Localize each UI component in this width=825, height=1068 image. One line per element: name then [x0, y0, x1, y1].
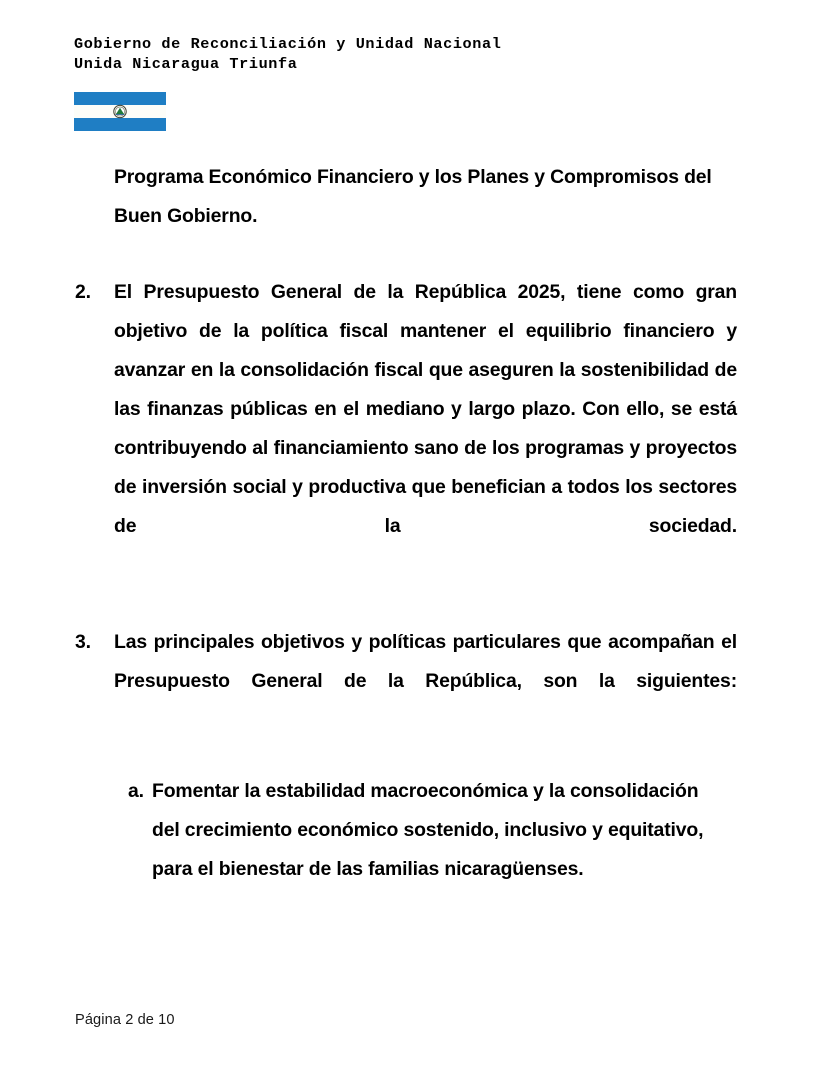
document-header	[74, 34, 774, 74]
spacer	[75, 740, 737, 772]
sub-list-marker: a.	[128, 780, 144, 802]
flag-graphic	[74, 92, 166, 131]
spacer	[75, 585, 737, 623]
document-body	[75, 158, 737, 889]
intro-paragraph: Programa Económico Financiero y los Planes y Compromisos del Buen Gobierno.	[114, 166, 712, 227]
page-number-footer: Página 2 de 10	[75, 1012, 175, 1028]
header-line-2: Unida Nicaragua Triunfa	[74, 55, 298, 73]
sub-list-item-a	[128, 772, 712, 889]
sub-list-item-text: Fomentar la estabilidad macroeconómica y la consolidación del crecimiento económico sostenido, inclusivo y equitativo, para el bienestar de las familias nicaragüenses.	[152, 780, 704, 880]
list-item-text: Las principales objetivos y políticas particulares que acompañan el Presupuesto General de la República, son la siguientes:	[114, 631, 737, 692]
spacer	[75, 236, 737, 273]
coat-of-arms-seal	[114, 105, 126, 117]
list-item-2	[75, 273, 737, 585]
list-marker: 3.	[75, 631, 91, 653]
list-item-text: El Presupuesto General de la República 2025, tiene como gran objetivo de la política fiscal mantener el equilibrio financiero y avanzar en la consolidación fiscal que aseguren la sostenibilidad de las finanzas públicas en el mediano y largo plazo. Con ello, se está contribuyendo al financiamiento sano de los programas y proyectos de inversión social y productiva que benefician a todos los sectores de la sociedad.	[114, 281, 737, 537]
list-marker: 2.	[75, 281, 91, 303]
header-line-1: Gobierno de Reconciliación y Unidad Nacional	[74, 35, 502, 53]
list-item-3	[75, 623, 737, 740]
nicaragua-flag-icon	[74, 92, 166, 131]
